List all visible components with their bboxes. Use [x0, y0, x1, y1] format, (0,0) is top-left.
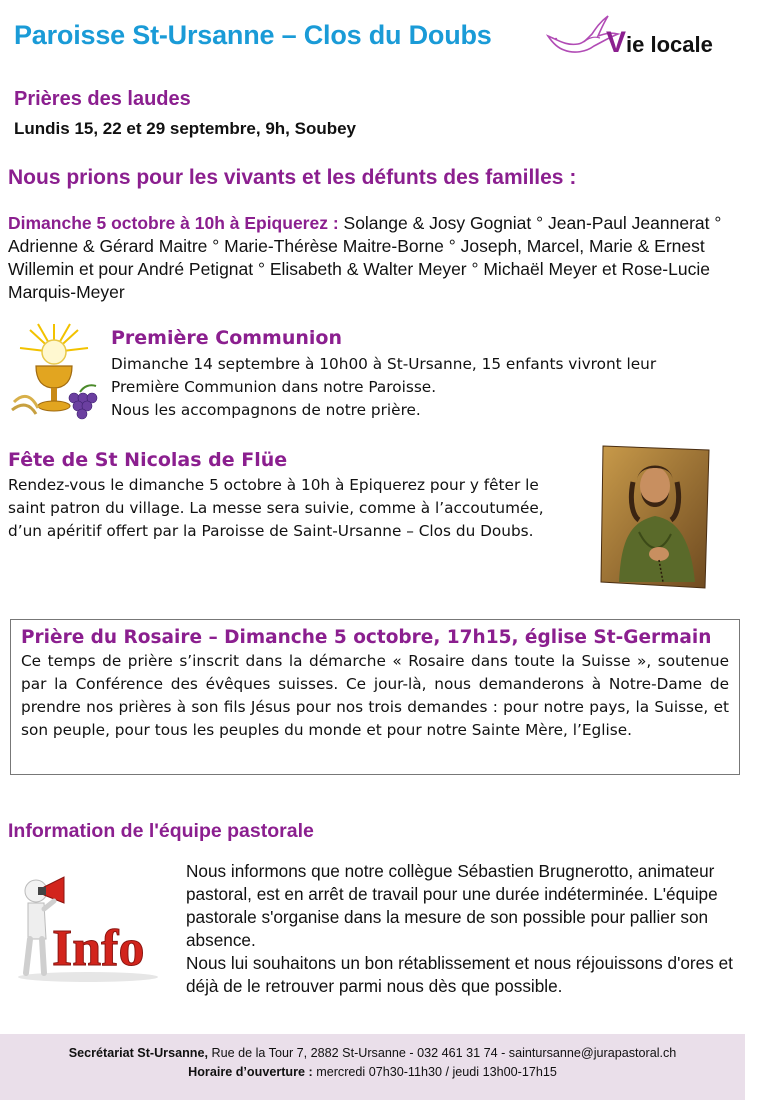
nicolas-paragraph [8, 474, 588, 543]
laudes-heading: Prières des laudes [14, 88, 191, 110]
saint-portrait-image [599, 442, 711, 590]
megaphone-info-image [8, 873, 168, 983]
rosaire-box [10, 619, 740, 775]
footer-hours-info: mercredi 07h30-11h30 / jeudi 13h00-17h15 [312, 1065, 557, 1079]
footer-hours [0, 1063, 745, 1082]
communion-line: Première Communion dans notre Paroisse. [111, 378, 437, 396]
section-label [606, 26, 713, 60]
nicolas-line: saint patron du village. La messe sera suivie, comme à l’accoutumée, [8, 499, 544, 517]
chalice-image [8, 322, 100, 422]
rosaire-heading: Prière du Rosaire – Dimanche 5 octobre, 17h15, église St-Germain [21, 627, 712, 648]
footer-hours-label: Horaire d’ouverture : [188, 1065, 313, 1079]
communion-line: Dimanche 14 septembre à 10h00 à St-Ursanne, 15 enfants vivront leur [111, 355, 657, 373]
footer-secretariat-label: Secrétariat St-Ursanne, [68, 1046, 208, 1060]
footer-secretariat-info: Rue de la Tour 7, 2882 St-Ursanne - 032 461 31 74 - saintursanne@jurapastoral.ch [207, 1046, 677, 1060]
prions-names: Solange & Josy Gogniat ° Jean-Paul Jeannerat ° Adrienne & Gérard Maitre ° Marie-Thérèse Maitre-Borne ° Joseph, Marcel, Marie & Ernest Willemin et pour André Petignat ° Elisabeth & Walter Meyer ° Michaël Meyer et Rose-Lucie Marquis-Meyer [8, 213, 722, 302]
communion-paragraph [111, 353, 731, 422]
pastorale-para2: Nous lui souhaitons un bon rétablissement et nous réjouissons d'ores et déjà de le retrouver parmi nous dès que possible. [186, 953, 733, 996]
pastorale-heading: Information de l'équipe pastorale [8, 820, 314, 842]
communion-heading: Première Communion [111, 327, 342, 349]
nicolas-line: Rendez-vous le dimanche 5 octobre à 10h à Epiquerez pour y fêter le [8, 476, 539, 494]
pastorale-para1: Nous informons que notre collègue Sébastien Brugnerotto, animateur pastoral, est en arrêt de travail pour une durée indéterminée. L'équipe pastorale s'organise dans la mesure de son possible pour pallier son absence. [186, 861, 718, 950]
prions-heading: Nous prions pour les vivants et les défunts des familles : [8, 166, 577, 189]
info-image-text: Info [52, 920, 145, 977]
page-title: Paroisse St-Ursanne – Clos du Doubs [14, 20, 492, 50]
page-header [14, 18, 754, 62]
laudes-date: Lundis 15, 22 et 29 septembre, 9h, Soubey [14, 119, 357, 138]
section-label-rest: ie locale [626, 32, 713, 57]
footer-secretariat [0, 1044, 745, 1063]
nicolas-line: d’un apéritif offert par la Paroisse de Saint-Ursanne – Clos du Doubs. [8, 522, 534, 540]
nicolas-heading: Fête de St Nicolas de Flüe [8, 449, 288, 471]
prions-lead: Dimanche 5 octobre à 10h à Epiquerez : [8, 213, 339, 233]
pastorale-paragraph [186, 860, 746, 998]
footer [0, 1034, 745, 1100]
communion-line: Nous les accompagnons de notre prière. [111, 401, 421, 419]
section-label-initial: V [606, 26, 627, 59]
rosaire-paragraph: Ce temps de prière s’inscrit dans la démarche « Rosaire dans toute la Suisse », soutenue par la Conférence des évêques suisses. Ce jour-là, nous demanderons à Notre-Dame de prendre nos prières à son fils Jésus pour nos trois demandes : pour notre pays, la Suisse, et son peuple, pour tous les peuples du monde et pour notre Sainte Mère, l’Eglise. [21, 652, 729, 739]
prions-paragraph [8, 212, 753, 304]
